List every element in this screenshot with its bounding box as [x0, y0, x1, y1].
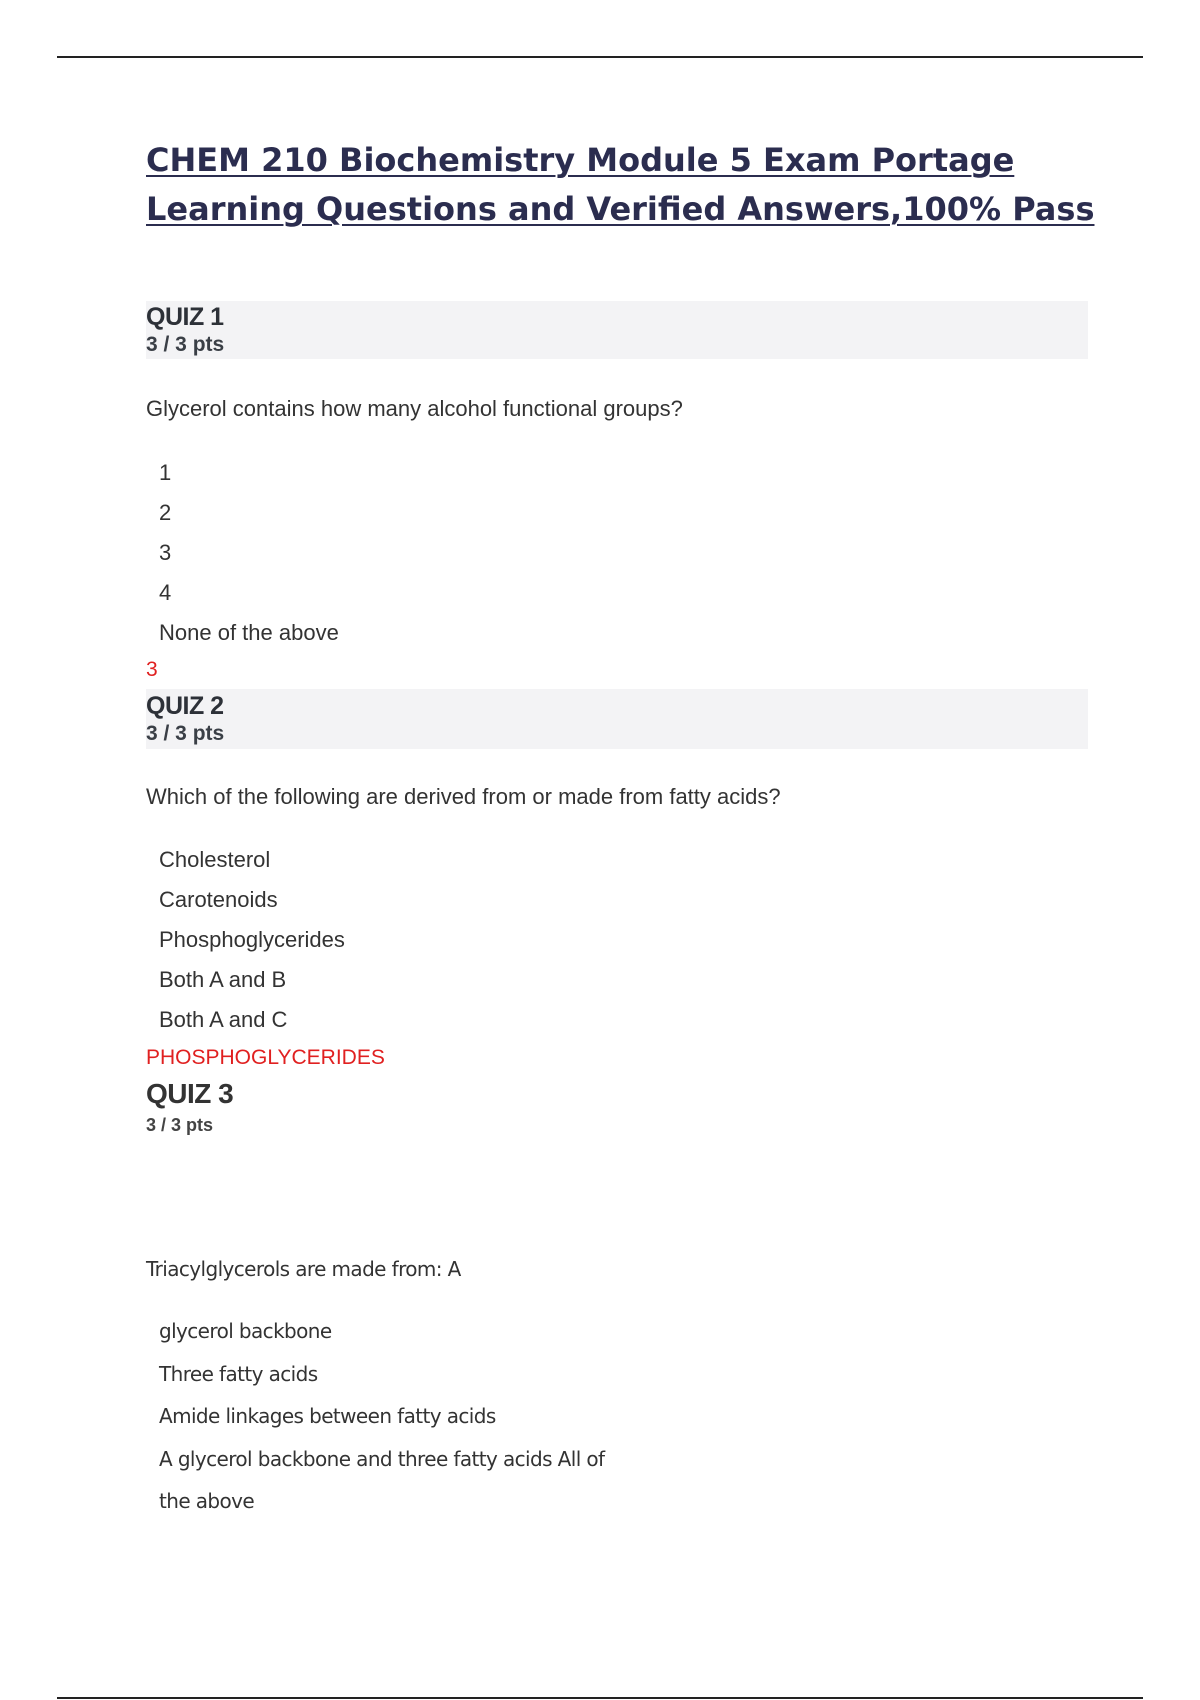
document-title: [146, 136, 1146, 234]
quiz-1-option[interactable]: 1: [159, 460, 172, 485]
quiz-2-option[interactable]: Carotenoids: [159, 887, 278, 912]
quiz-2-points: 3 / 3 pts: [146, 722, 225, 745]
quiz-2-header: [146, 689, 1088, 749]
quiz-1-option[interactable]: 2: [159, 500, 172, 525]
quiz-2-option[interactable]: Both A and C: [159, 1007, 288, 1032]
quiz-3-option[interactable]: glycerol backbone: [159, 1319, 332, 1343]
bottom-divider: [57, 1697, 1143, 1699]
quiz-1-question: Glycerol contains how many alcohol functional groups?: [146, 396, 683, 421]
quiz-2-answer: PHOSPHOGLYCERIDES: [146, 1046, 385, 1069]
quiz-2-option[interactable]: Both A and B: [159, 967, 287, 992]
quiz-3-option[interactable]: A glycerol backbone and three fatty acids All of: [159, 1446, 605, 1471]
quiz-3-header: [146, 1075, 1088, 1137]
quiz-2-options: [159, 845, 345, 1045]
quiz-3-points: 3 / 3 pts: [146, 1115, 214, 1135]
quiz-2-question: Which of the following are derived from or made from fatty acids?: [146, 784, 781, 809]
quiz-2-option[interactable]: Phosphoglycerides: [159, 927, 345, 952]
quiz-1-option[interactable]: 3: [159, 540, 172, 565]
quiz-1-header: [146, 301, 1088, 359]
title-line-1: CHEM 210 Biochemistry Module 5 Exam Portage: [146, 141, 1015, 179]
top-divider: [57, 56, 1143, 58]
quiz-1-answer: 3: [146, 658, 158, 681]
quiz-1-points: 3 / 3 pts: [146, 333, 225, 356]
title-line-2: Learning Questions and Verified Answers,100% Pass: [146, 190, 1095, 228]
quiz-1-title: QUIZ 1: [146, 303, 224, 331]
quiz-3-option[interactable]: Three fatty acids: [159, 1361, 318, 1386]
quiz-3-title: QUIZ 3: [146, 1078, 234, 1109]
quiz-2-title: QUIZ 2: [146, 692, 224, 720]
quiz-3-option[interactable]: the above: [159, 1489, 255, 1513]
quiz-1-option[interactable]: None of the above: [159, 620, 339, 645]
quiz-2-option[interactable]: Cholesterol: [159, 847, 271, 872]
quiz-3-option[interactable]: Amide linkages between fatty acids: [159, 1404, 496, 1428]
quiz-3-options: [159, 1316, 605, 1529]
quiz-3-question: Triacylglycerols are made from: A: [146, 1257, 461, 1281]
quiz-1-option[interactable]: 4: [159, 580, 172, 605]
quiz-1-options: [159, 458, 339, 658]
